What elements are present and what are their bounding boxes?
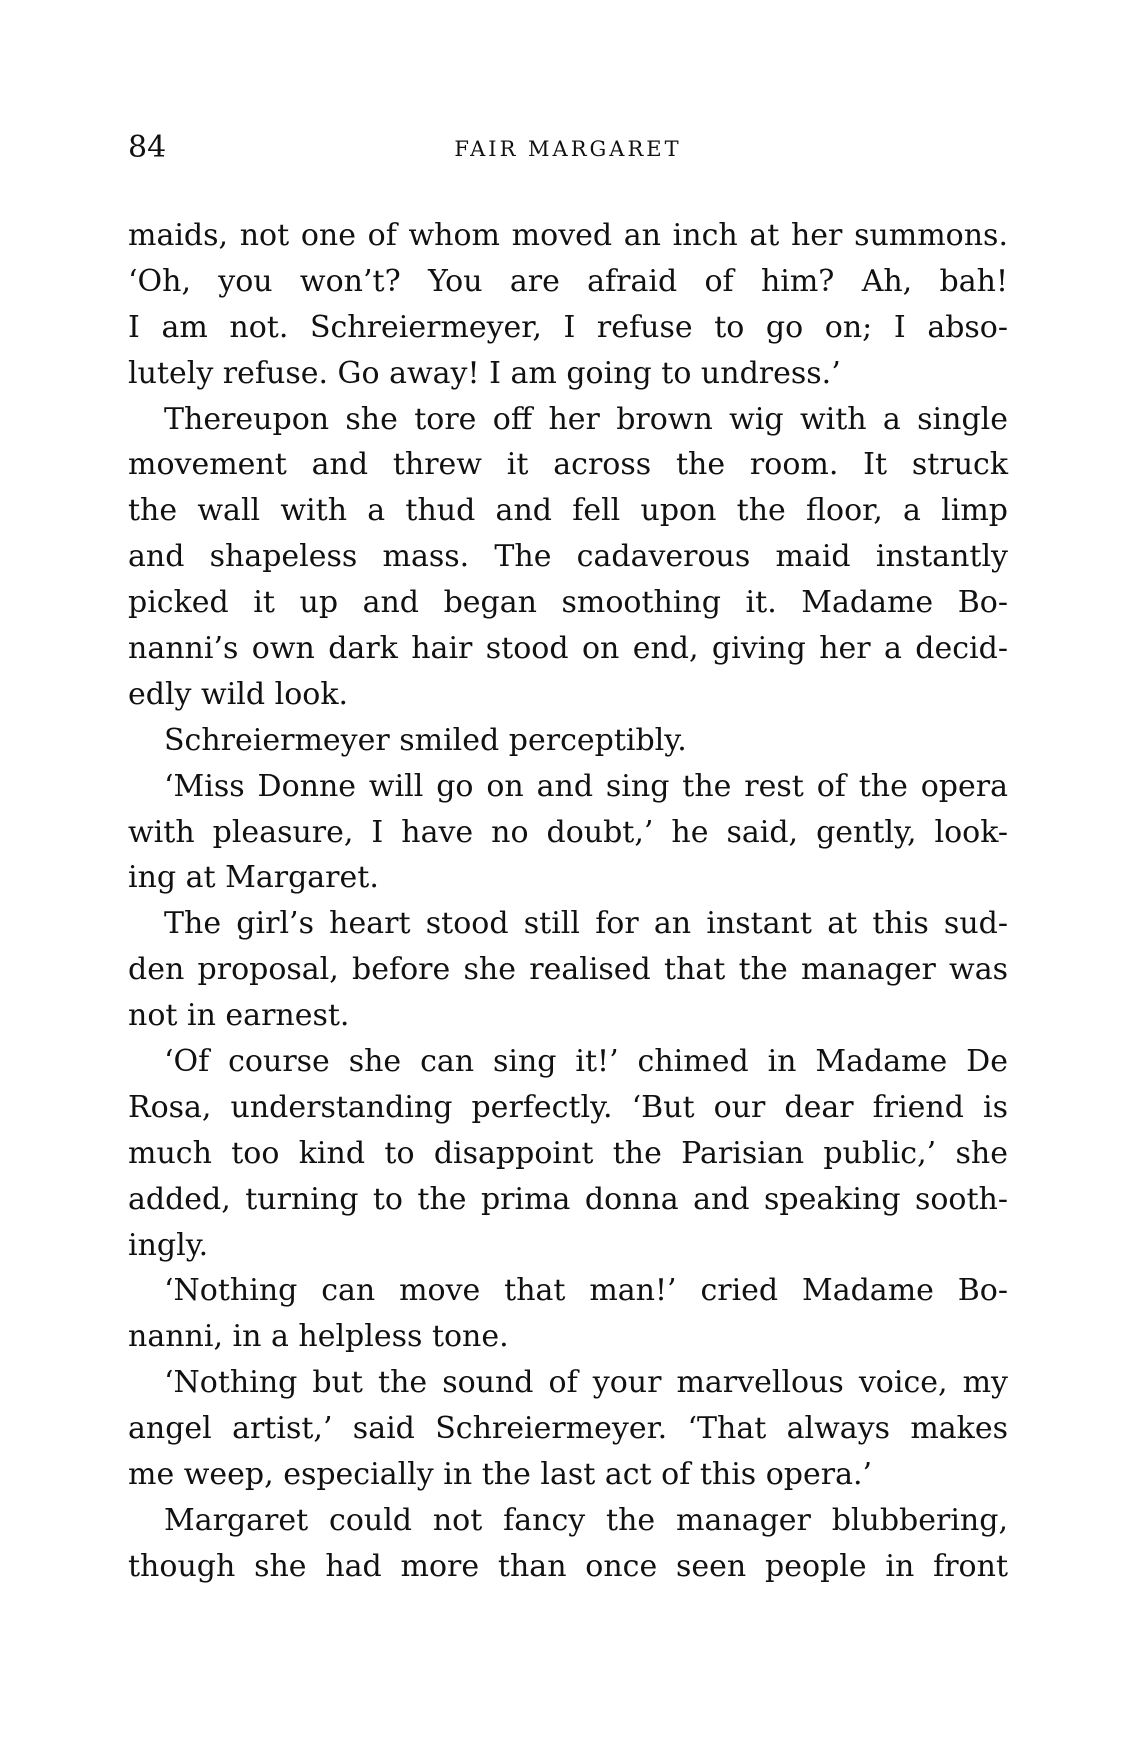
text-line: Thereupon she tore off her brown wig with a single <box>164 401 1008 437</box>
text-line: lutely refuse. Go away! I am going to undress.’ <box>128 355 841 391</box>
text-line: ing at Margaret. <box>128 860 379 896</box>
text-line: Margaret could not fancy the manager blubbering, <box>164 1502 1008 1538</box>
text-line: ‘Miss Donne will go on and sing the rest of the opera <box>164 768 1008 804</box>
text-line: picked it up and began smoothing it. Madame Bo- <box>128 585 1008 621</box>
text-line: much too kind to disappoint the Parisian public,’ she <box>128 1135 1008 1171</box>
text-line: I am not. Schreiermeyer, I refuse to go on; I abso- <box>128 309 1008 345</box>
text-line: movement and threw it across the room. It struck <box>128 447 1008 483</box>
text-line: not in earnest. <box>128 998 350 1034</box>
text-line: den proposal, before she realised that the manager was <box>128 952 1008 988</box>
text-line: maids, not one of whom moved an inch at her summons. <box>128 218 1008 253</box>
text-line: though she had more than once seen people in front <box>128 1548 1008 1584</box>
text-line: Rosa, understanding perfectly. ‘But our dear friend is <box>128 1089 1008 1125</box>
text-line: The girl’s heart stood still for an instant at this sud- <box>164 906 1008 942</box>
text-line: edly wild look. <box>128 676 349 712</box>
running-head <box>128 128 1008 176</box>
text-line: ‘Nothing but the sound of your marvellous voice, my <box>164 1365 1008 1401</box>
text-line: ‘Nothing can move that man!’ cried Madame Bo- <box>164 1273 1008 1309</box>
text-line: ingly. <box>128 1227 209 1263</box>
text-line: ‘Of course she can sing it!’ chimed in Madame De <box>164 1044 1008 1080</box>
text-line: the wall with a thud and fell upon the floor, a limp <box>128 493 1008 529</box>
text-line: and shapeless mass. The cadaverous maid instantly <box>128 539 1008 575</box>
body-text <box>128 213 1008 1590</box>
text-line: with pleasure, I have no doubt,’ he said, gently, look- <box>128 814 1008 850</box>
text-line: nanni, in a helpless tone. <box>128 1319 509 1355</box>
page-number: 84 <box>128 130 167 165</box>
text-line: Schreiermeyer smiled perceptibly. <box>164 722 687 758</box>
text-line: angel artist,’ said Schreiermeyer. ‘That always makes <box>128 1411 1008 1447</box>
text-line: me weep, especially in the last act of this opera.’ <box>128 1457 873 1493</box>
text-line: ‘Oh, you won’t? You are afraid of him? Ah, bah! <box>128 263 1008 299</box>
text-line: added, turning to the prima donna and speaking sooth- <box>128 1181 1008 1217</box>
text-line: nanni’s own dark hair stood on end, giving her a decid- <box>128 631 1008 667</box>
running-title: FAIR MARGARET <box>454 137 682 161</box>
